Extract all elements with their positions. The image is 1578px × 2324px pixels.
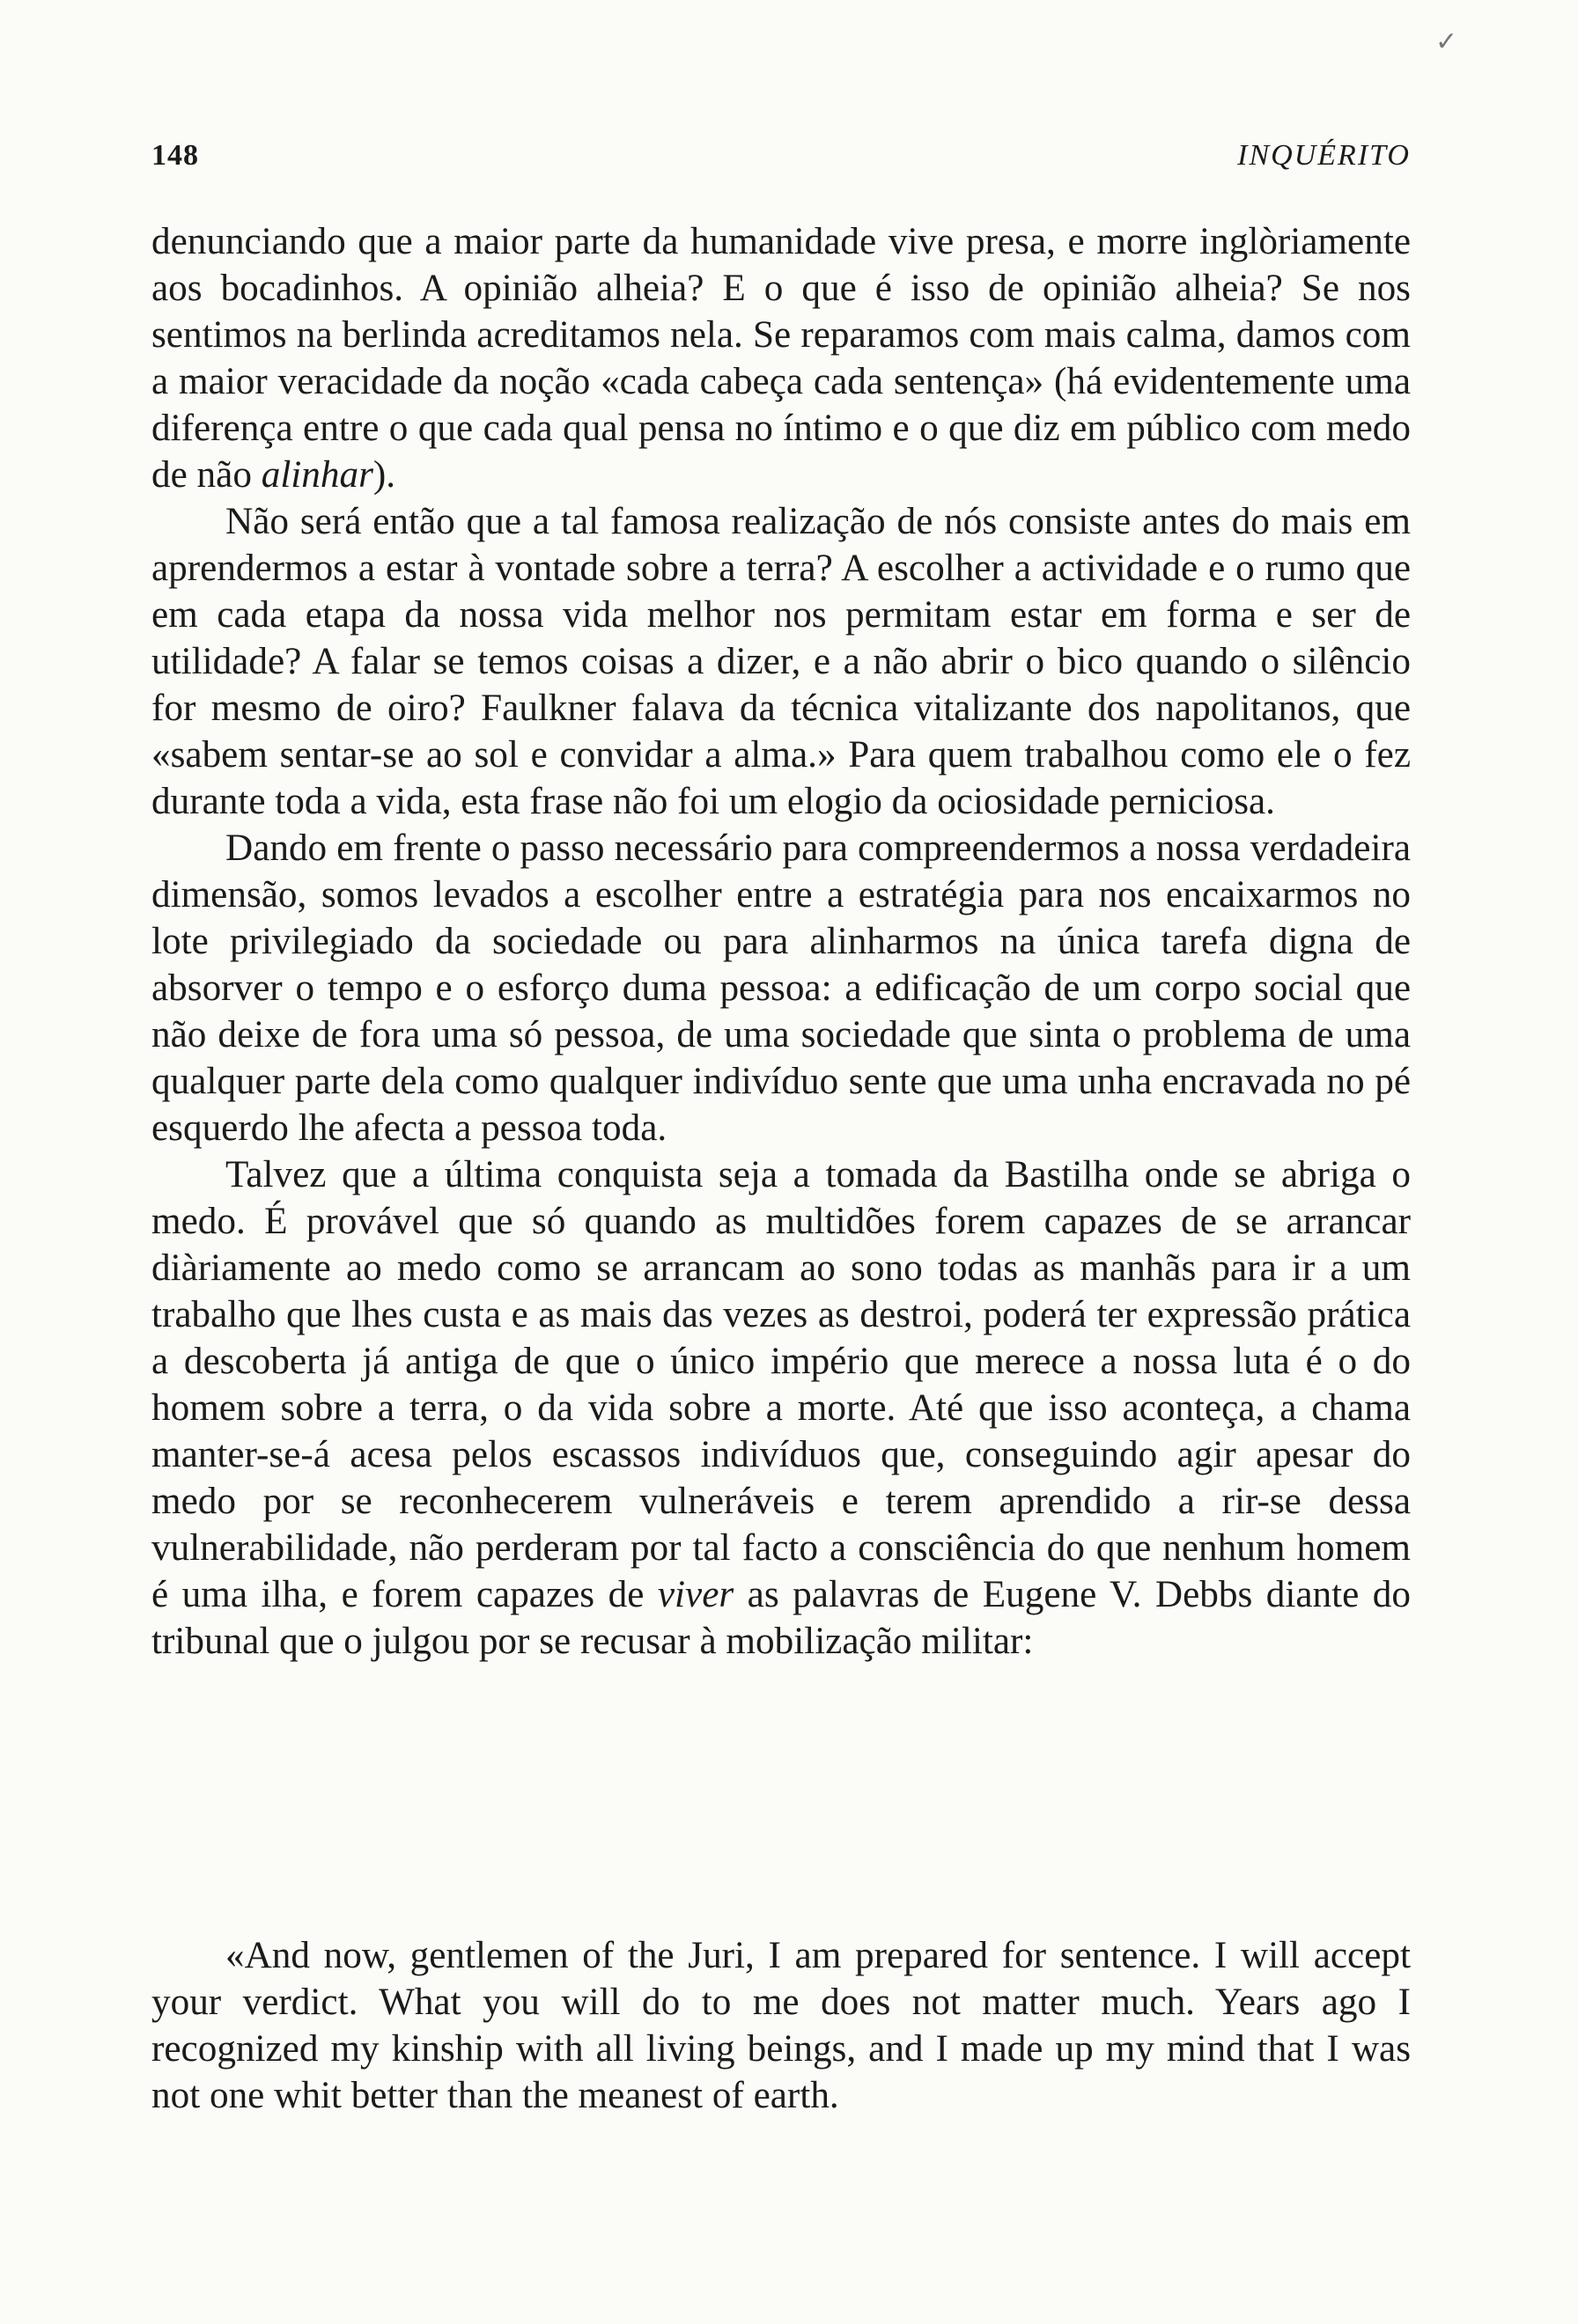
- body-paragraph: [151, 1151, 1411, 1665]
- stray-pencil-mark: ✓: [1435, 27, 1458, 56]
- block-quote: [151, 1932, 1411, 2119]
- page-number: 148: [151, 139, 199, 172]
- quote-paragraph: «And now, gentlemen of the Juri, I am prepared for sentence. I will accept your verdict. What you will do to me does not matter much. Years ago I recognized my kinship with all living beings, and I made up my mind that I was not one whit better than the meanest of earth.: [151, 1935, 1411, 2116]
- body-paragraph: [151, 498, 1411, 825]
- body-text: [151, 218, 1411, 1665]
- text-run: as palavras de Eugene V. Debbs diante do tribunal que o julgou por se recusar à mobilização militar:: [151, 1574, 1411, 1662]
- body-paragraph: [151, 218, 1411, 498]
- italic-text: viver: [657, 1574, 734, 1615]
- text-run: ).: [372, 454, 396, 496]
- text-run: denunciando que a maior parte da humanidade vive presa, e morre inglòriamente aos bocadinhos. A opinião alheia? E o que é isso de opinião alheia? Se nos sentimos na berlinda acreditamos nela. Se reparamos com mais calma, damos com a maior veracidade da noção «cada cabeça cada sentença» (há evidentemente uma diferença entre o que cada qual pensa no íntimo e o que diz em público com medo de não: [151, 221, 1411, 496]
- italic-text: alinhar: [261, 454, 373, 496]
- running-header: [151, 139, 1411, 173]
- text-run: Dando em frente o passo necessário para compreendermos a nossa verdadeira dimensão, somos levados a escolher entre a estratégia para nos encaixarmos no lote privilegiado da sociedade ou para alinharmos na única tarefa digna de absorver o tempo e o esforço duma pessoa: a edificação de um corpo social que não deixe de fora uma só pessoa, de uma sociedade que sinta o problema de uma qualquer parte dela como qualquer indivíduo sente que uma unha encravada no pé esquerdo lhe afecta a pessoa toda.: [151, 827, 1411, 1149]
- text-run: Talvez que a última conquista seja a tomada da Bastilha onde se abriga o medo. É provável que só quando as multidões forem capazes de se arrancar diàriamente ao medo como se arrancam ao sono todas as manhãs para ir a um trabalho que lhes custa e as mais das vezes as destroi, poderá ter expressão prática a descoberta já antiga de que o único império que merece a nossa luta é o do homem sobre a terra, o da vida sobre a morte. Até que isso aconteça, a chama manter-se-á acesa pelos escassos indivíduos que, conseguindo agir apesar do medo por se reconhecerem vulneráveis e terem aprendido a rir-se dessa vulnerabilidade, não perderam por tal facto a consciência do que nenhum homem é uma ilha, e forem capazes de: [151, 1154, 1411, 1615]
- text-run: Não será então que a tal famosa realização de nós consiste antes do mais em aprendermos a estar à vontade sobre a terra? A escolher a actividade e o rumo que em cada etapa da nossa vida melhor nos permitam estar em forma e ser de utilidade? A falar se temos coisas a dizer, e a não abrir o bico quando o silêncio for mesmo de oiro? Faulkner falava da técnica vitalizante dos napolitanos, que «sabem sentar-se ao sol e convidar a alma.» Para quem trabalhou como ele o fez durante toda a vida, esta frase não foi um elogio da ociosidade perniciosa.: [151, 501, 1411, 822]
- running-title: INQUÉRITO: [1237, 139, 1411, 172]
- body-paragraph: [151, 825, 1411, 1151]
